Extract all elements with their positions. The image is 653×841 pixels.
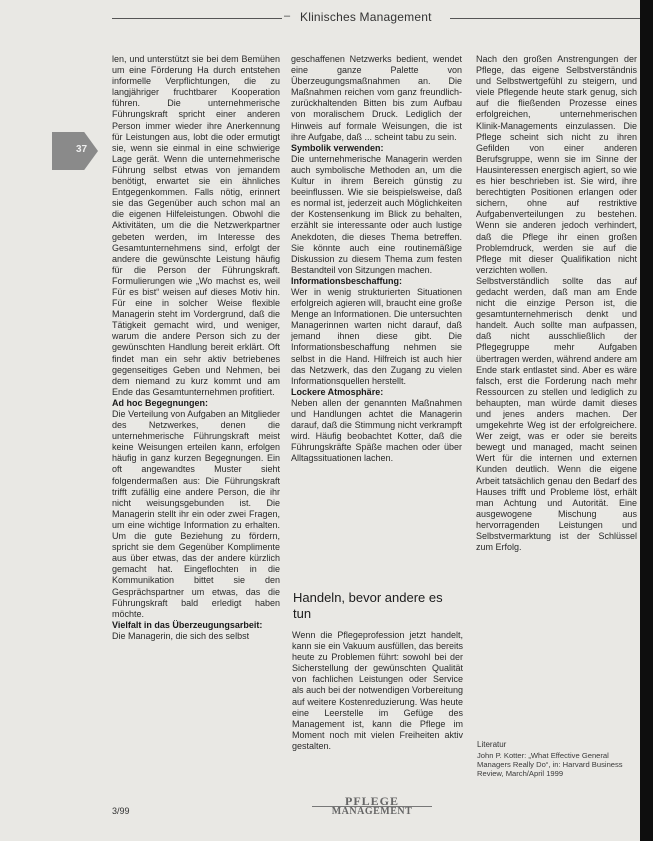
- paragraph: Nach den großen Anstrengungen der Pflege, das eigene Selbstverständnis und Selbstwertgefühl zu steigern, und viele Pflegende heute stark genug, sich auf die fließenden Prozesse eines erfolgreichen, unternehmerischen Klinik-Managements einzulassen. Die Pflege scheint sich nicht zu ihren Gefilden von einer anderen Berufsgruppe, wenn sie im Sinne der Hausinteressen energisch agiert, so wie es hier beschrieben ist. Sie wird, ihre berechtigten Positionen erlangen oder sichern, ohne auf restriktive Aufgabenverteilungen zu bestehen. Wenn sie anderen jedoch verhindert, daß die Pflege ihr einen großen Problemdruck, werden sie auf die Pflege mit dieser Qualifikation nicht verzichten wollen.: [476, 54, 637, 275]
- paragraph: Neben allen der genannten Maßnahmen und Handlungen achtet die Managerin darauf, daß die Stimmung nicht verkrampft wird. Häufig beobachtet Kotter, daß die Führungskräfte Späße machen oder über Alltagssituationen lachen.: [291, 397, 462, 464]
- logo-line-pflege: PFLEGE: [344, 794, 399, 808]
- subheading: Symbolik verwenden:: [291, 142, 384, 153]
- literature-label: Literatur: [477, 740, 507, 749]
- text-column-2: [291, 54, 462, 589]
- issue-number: 3/99: [112, 806, 130, 816]
- paragraph: geschaffenen Netzwerks bedient, wendet eine ganze Palette von Überzeugungsmaßnahmen an. Die Maßnahmen reichen vom ganz freundlich-zurückhaltenden Bitten bis zum Aufbau von moralischem Druck. Lediglich der Hinweis auf formale Weisungen, die ist ihre Aufgabe, daß ... scheint tabu zu sein.: [291, 54, 462, 142]
- logo-line-management: MANAGEMENT: [312, 806, 432, 817]
- paragraph: Wer in wenig strukturierten Situationen erfolgreich agieren will, braucht eine große Menge an Informationen. Die untersuchten Managerinnen warten nicht darauf, daß jemand ihnen diese gibt. Die Informationsbeschaffung nehmen sie selbst in die Hand. Hilfreich ist auch hier das Netzwerk, das den Zugang zu vielen Informationsquellen herstellt.: [291, 286, 462, 386]
- paragraph: Die Verteilung von Aufgaben an Mitglieder des Netzwerkes, denen die unternehmerische Führungskraft meist keine Weisungen erteilen kann, erfolgen häufig in ganz kurzen Begegnungen. Ein oft angewandtes Muster sieht folgendermaßen aus: Die Führungskraft trifft zufällig eine andere Person, die ihr nicht weisungsgebunden ist. Die Managerin stellt ihr ein oder zwei Fragen, um eine wichtige Information zu erhalten. Um die gute Beziehung zu fördern, spricht sie dem Gegenüber Komplimente aus über etwas, das der andere kürzlich gemacht hat. Eingeflochten in die Kommunikation bittet sie den Gesprächspartner um etwas, das die Führungskraft bald erledigt haben möchte.: [112, 409, 280, 619]
- subheading: Vielfalt in das Überzeugungsarbeit:: [112, 619, 263, 630]
- scan-edge: [640, 0, 653, 841]
- header-dash: –: [284, 10, 291, 22]
- literature-reference: John P. Kotter: „What Effective General Managers Really Do“, in: Harvard Business Review, March/April 1999: [477, 751, 623, 779]
- section-heading: Handeln, bevor andere es tun: [293, 590, 443, 621]
- header-title: Klinisches Management: [300, 10, 432, 24]
- paragraph: Die Managerin, die sich des selbst: [112, 630, 250, 641]
- paragraph: Selbstverständlich sollte das auf gedacht werden, daß man am Ende nicht die einzige Person ist, die gesamtunternehmerisch denkt und handelt. Auch sollte man aufpassen, daß nicht ausschließlich der Pflegegruppe mehr Aufgaben übertragen werden, während andere am Ende stark entlastet sind. Aber es wäre falsch, erst die Forderung nach mehr Ressourcen zu stellen und lediglich zu behaupten, man würde damit dieses und jenes anders machen. Der umgekehrte Weg ist der erfolgreichere. Wer zeigt, was er oder sie bereits bewegt und managed, macht seinen Wert für die internen und externen Kunden deutlich. Wenn die eigene Arbeit tatsächlich genau den Bedarf des Hauses trifft und Probleme löst, erhält man Achtung und Autorität. Eine ausgewogene Mischung aus hervorragenden Leistungen und Selbstvermarktung ist der Schlüssel zum Erfolg.: [476, 275, 637, 553]
- header-rule-left: [112, 18, 282, 19]
- subheading: Lockere Atmosphäre:: [291, 386, 384, 397]
- paragraph: Wenn die Pflegeprofession jetzt handelt, kann sie ein Vakuum ausfüllen, das bereits heute zu Problemen führt: sowohl bei der Sicherstellung der gewünschten Qualität von fachlichen Leistungen oder Service als auch bei der notwendigen Vorbereitung auf weitere Kostenreduzierung. Was heute eine Leerstelle im Gefüge des Management ist, kann die Pflege im Moment noch mit vielen Freiheiten aktiv gestalten.: [292, 630, 463, 751]
- text-column-3: [476, 54, 637, 589]
- page-number: 37: [76, 144, 88, 155]
- text-column-1: [112, 54, 280, 812]
- page-number-tab: [52, 132, 98, 170]
- subheading: Informationsbeschaffung:: [291, 275, 403, 286]
- magazine-logo: [312, 796, 432, 817]
- paragraph: len, und unterstützt sie bei dem Bemühen um eine Förderung Ha durch entstehen informelle Verpflichtungen, die zu langjähriger fruchtbarer Kooperation führen. Die unternehmerische Führungskraft spricht einer anderen Person immer wieder ihre Anerkennung für Leistungen aus, lobt die oder ermutigt sie, wenn sie einmal in eine schwierige Lage gerät. Wenn die unternehmerische Führung selbst etwas von jemandem benötigt, erwartet sie ein ähnliches Entgegenkommen. Falls nötig, erinnert sie das Gegenüber auch schon mal an die eigenen Hilfeleistungen. Obwohl die Aktivitäten, um die die Netzwerkpartner gebeten werden, im Interesse des Gesamtunternehmens sind, erfolgt der andere die gewünschte Leistung häufig für die Person der Führungskraft. Formulierungen wie „Wo machst es, weil Für es bist“ weisen auf dieses Motiv hin. Für eine in solcher Weise flexible Managerin steht im Vordergrund, daß die Tätigkeit gemacht wird, und weniger, warum die andere Person sich zu der gewünschten Handlung bereit erklärt. Oft findet man ein sehr aktiv betriebenes gegenseitiges Geben und Nehmen, bei dem niemand zu kurz kommt und am Ende das Gesamtunternehmen profitiert.: [112, 54, 280, 397]
- subheading: Ad hoc Begegnungen:: [112, 397, 208, 408]
- header-rule-right: [450, 18, 640, 19]
- paragraph: Die unternehmerische Managerin werden auch symbolische Methoden an, um die Kultur in ihrem Bereich günstig zu beeinflussen. Wie sie beispielsweise, daß es normal ist, jederzeit auch Möglichkeiten der Kostensenkung im Blick zu behalten, erzählt sie interessante oder auch lustige Anekdoten, die dieses Thema betreffen. Sie könnte auch eine routinemäßige Diskussion zu diesem Thema zum festen Bestandteil von Sitzungen machen.: [291, 153, 462, 275]
